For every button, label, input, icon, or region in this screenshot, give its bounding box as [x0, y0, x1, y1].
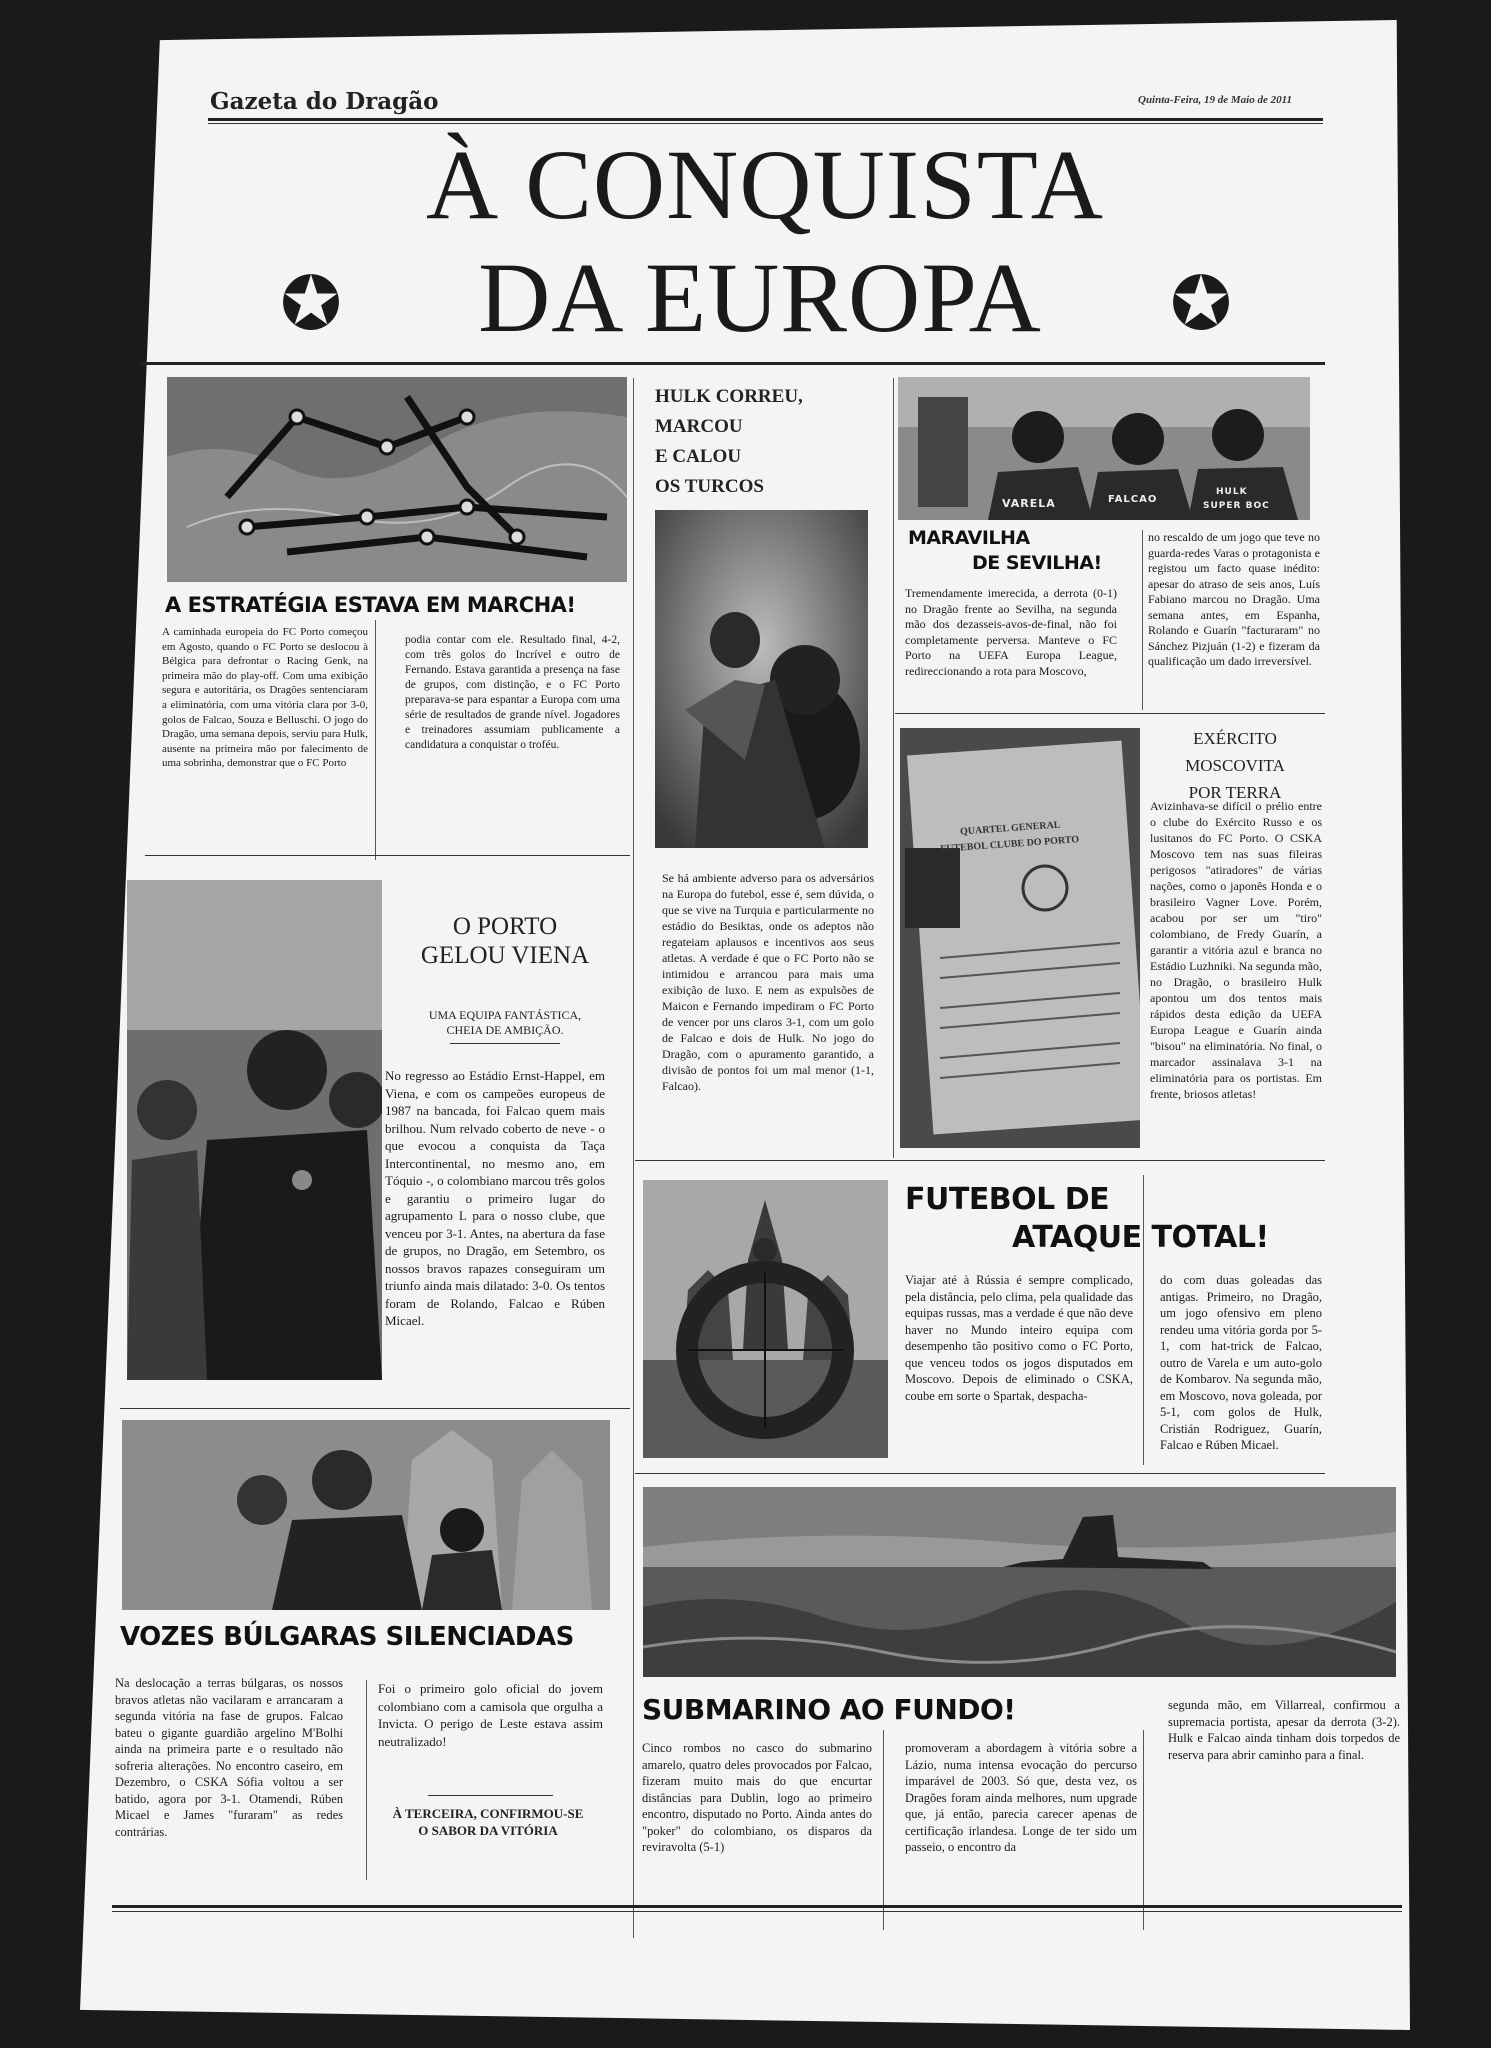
- ataque-title-1: FUTEBOL DE: [905, 1182, 1110, 1217]
- jersey-label: HULK: [1216, 487, 1248, 497]
- column-divider: [893, 378, 894, 1158]
- sevilha-title-2: DE SEVILHA!: [972, 552, 1102, 574]
- submarino-col-1: Cinco rombos no casco do submarino amarelo, quatro deles provocados por Falcao, fizeram muito mais do que encurtar distâncias para Dublin, logo ao primeiro encontro, disputado no Porto. Ainda antes do "poker" do colombiano, os disparos da reviravolta (5-1): [642, 1741, 872, 1854]
- star-icon: ✪: [280, 264, 343, 346]
- bulgaras-pull-quote: À TERCEIRA, CONFIRMOU-SE O SABOR DA VITÓRIA: [392, 1806, 584, 1838]
- section-rule: [120, 1408, 630, 1409]
- section-rule: [635, 1160, 1325, 1161]
- moscow-crosshair-photo: [643, 1180, 888, 1458]
- sevilha-players-photo: [898, 377, 1310, 520]
- strategy-map-photo: [167, 377, 627, 582]
- ataque-col-1: Viajar até à Rússia é sempre complicado, pela distância, pelo clima, pela qualidade das equipas russas, mas a verdade é que não deve haver no Mundo inteiro equipa com desempenho tão positivo como o FC Porto, que venceu todos os jogos disputados em Moscovo. Depois de eliminado o CSKA, coube em sorte o Spartak, despacha-: [905, 1273, 1133, 1403]
- submarine-sea-photo: [643, 1487, 1396, 1677]
- headline-line-2: DA EUROPA: [478, 242, 1042, 353]
- section-rule: [145, 855, 630, 856]
- viena-subtitle: UMA EQUIPA FANTÁSTICA, CHEIA DE AMBIÇÃO.: [428, 1008, 582, 1037]
- star-icon: ✪: [1170, 264, 1233, 346]
- sevilha-col-2: no rescaldo de um jogo que teve no guarda-redes Varas o protagonista e registou um facto quase inédito: apesar do atraso de seis anos, Luís Fabiano marcou no Dragão. Uma semana antes, em Espanha, Rolando e Guarín "facturaram" no Sánchez Pizjuán (1-2) e fizeram da qualificação um dado irreversível.: [1148, 530, 1320, 668]
- headline-line-1: À CONQUISTA: [426, 129, 1104, 240]
- column-divider: [1143, 1175, 1144, 1465]
- jersey-label: FALCAO: [1108, 494, 1158, 505]
- moscovita-title: EXÉRCITO MOSCOVITA POR TERRA: [1185, 729, 1285, 802]
- footer-rule: [112, 1905, 1402, 1908]
- submarino-col-3: segunda mão, em Villarreal, confirmou a supremacia portista, apesar da derrota (3-2). Hulk e Falcao ainda tinham dois torpedos de reserva para abrir caminho para a final.: [1168, 1698, 1400, 1762]
- estrategia-col-2: podia contar com ele. Resultado final, 4-2, com três golos do Incrível e outro de Fernando. Estava garantida a presença na fase de grupos, com distinção, e o FC Porto preparava-se para espantar a Europa com uma série de resultados de grande nível. Jogadores e treinadores assumiam publicamente a candidatura a conquistar o troféu.: [405, 634, 620, 751]
- quartel-general-document-photo: [900, 728, 1140, 1148]
- section-rule: [635, 1473, 1325, 1474]
- masthead-name: Gazeta do Dragão: [210, 88, 439, 115]
- column-divider: [1142, 530, 1143, 710]
- column-divider: [1143, 1730, 1144, 1930]
- document-title-1: QUARTEL GENERAL: [959, 819, 1061, 838]
- submarino-col-2: promoveram a abordagem à vitória sobre a Lázio, numa intensa evocação do percurso imparável de 2003. Só que, desta vez, os Dragões foram ainda melhores, num upgrade que, já então, parecia carecer apenas de certificação irlandesa. Longe de ter sido um passeio, o encontro da: [905, 1741, 1137, 1854]
- masthead-rule-thin: [208, 123, 1323, 124]
- estrategia-title: A ESTRATÉGIA ESTAVA EM MARCHA!: [165, 593, 576, 617]
- column-divider: [375, 620, 376, 860]
- hulk-title: HULK CORREU, MARCOU E CALOU OS TURCOS: [655, 386, 803, 497]
- jersey-label: VARELA: [1002, 497, 1056, 510]
- estrategia-col-1: A caminhada europeia do FC Porto começou em Agosto, quando o FC Porto se deslocou à Bélgica para defrontar o Racing Genk, na primeira mão do play-off. Com uma exibição segura e autoritária, os Dragões sentenciaram a eliminatória, com uma vitória clara por 3-0, golos de Falcao, Souza e Belluschi. O jogo do Dragão, uma semana depois, serviu para Hulk, ausente na primeira mão por falecimento de uma sobrinha, demonstrar que o FC Porto: [162, 626, 368, 770]
- bulgaras-col-2: Foi o primeiro golo oficial do jovem colombiano com a camisola que orgulha a Invicta. O perigo de Leste estava assim neutralizado!: [378, 1681, 603, 1749]
- viena-team-photo: [127, 880, 382, 1380]
- hulk-text: Se há ambiente adverso para os adversários na Europa do futebol, esse é, sem dúvida, o que se vive na Turquia e particularmente no estádio do Besiktas, onde os adeptos não regateiam aplausos e incentivos aos seus atletas. A verdade é que o FC Porto não se intimidou e arrancou para mais uma exibição de luxo. E nem as expulsões de Maicon e Fernando impediram o FC Porto de vencer por uns claros 3-1, com um golo de Falcao e dois de Hulk. No jogo do Dragão, com o apuramento garantido, a divisão de pontos foi um mal menor (1-1, Falcao).: [662, 871, 874, 1093]
- submarino-title: SUBMARINO AO FUNDO!: [642, 1693, 1016, 1726]
- hulk-celebration-photo: [655, 510, 868, 848]
- masthead-date: Quinta-Feira, 19 de Maio de 2011: [1138, 94, 1293, 106]
- masthead-rule: [208, 118, 1323, 121]
- ataque-title-2: ATAQUE TOTAL!: [1012, 1220, 1269, 1255]
- ataque-col-2: do com duas goleadas das antigas. Primeiro, no Dragão, um jogo ofensivo em pleno rendeu uma vitória gorda por 5-1, com hat-trick de Falcao, outro de Varela e um auto-golo de Kombarov. Na segunda mão, em Moscovo, nova goleada, por 5-1, com golos de Hulk, Cristián Rodriguez, Guarín, Falcao e Rúben Micael.: [1160, 1273, 1322, 1452]
- bulgaras-col-1: Na deslocação a terras búlgaras, os nossos bravos atletas não vacilaram e arrancaram a segunda vitória na fase de grupos. Falcao bateu o gigante guardião argelino M'Bolhi ainda na primeira parte e o resultado não sofreria alterações. No encontro caseiro, em Dezembro, o CSKA Sófia voltou a ser batido, agora por 3-1. Otamendi, Rúben Micael e James "furaram" as redes contrárias.: [115, 1676, 343, 1839]
- bulgaras-title: VOZES BÚLGARAS SILENCIADAS: [120, 1622, 574, 1652]
- jersey-label: SUPER BOC: [1203, 501, 1270, 511]
- footer-rule-thin: [112, 1911, 1402, 1912]
- viena-title: O PORTO GELOU VIENA: [420, 913, 590, 969]
- bulgaras-pull-rule: [428, 1795, 553, 1796]
- headline-rule: [140, 362, 1325, 365]
- moscovita-text: Avizinhava-se difícil o prélio entre o clube do Exército Russo e os lusitanos do FC Porto. O CSKA Moscovo tem nas suas fileiras perigosos "atiradores" de várias nações, como o japonês Honda e o brasileiro Vagner Love. Porém, acabou por ser um "tiro" colombiano, de Fredy Guarín, a garantir a vitória azul e branca no Estádio Luzhniki. Na segunda mão, no Dragão, o brasileiro Hulk apontou um dos tentos mais rápidos desta edição da UEFA Europa League e Guarín ainda "bisou" na eliminatória. No final, o marcador assinalava 3-1 na eliminatória para os portistas. Em frente, briosos atletas!: [1150, 799, 1322, 1101]
- column-divider: [633, 378, 634, 1938]
- viena-subtitle-rule: [450, 1043, 560, 1044]
- column-divider: [883, 1730, 884, 1930]
- document-title-2: FUTEBOL CLUBE DO PORTO: [939, 834, 1080, 855]
- sevilha-col-1: Tremendamente imerecida, a derrota (0-1) no Dragão frente ao Sevilha, na segunda mão dos dezasseis-avos-de-final, não foi completamente perversa. Manteve o FC Porto na UEFA Europa League, redireccionando a rota para Moscovo,: [905, 586, 1117, 678]
- sevilha-title-1: MARAVILHA: [908, 527, 1030, 549]
- section-rule: [895, 713, 1325, 714]
- viena-text: No regresso ao Estádio Ernst-Happel, em Viena, e com os campeões europeus de 1987 na bancada, foi Falcao quem mais brilhou. Num relvado coberto de neve - o que evocou a conquista da Taça Intercontinental, no mesmo ano, em Tóquio -, o colombiano marcou três golos e garantiu o primeiro lugar do agrupamento L para o nosso clube, que venceu por 3-1. Antes, na abertura da fase de grupos, no Dragão, em Setembro, os nossos bravos rapazes conseguiram um triunfo ainda mais dilatado: 3-0. Os tentos foram de Rolando, Falcao e Rúben Micael.: [385, 1068, 605, 1328]
- bulgaras-players-photo: [122, 1420, 610, 1610]
- column-divider: [366, 1680, 367, 1880]
